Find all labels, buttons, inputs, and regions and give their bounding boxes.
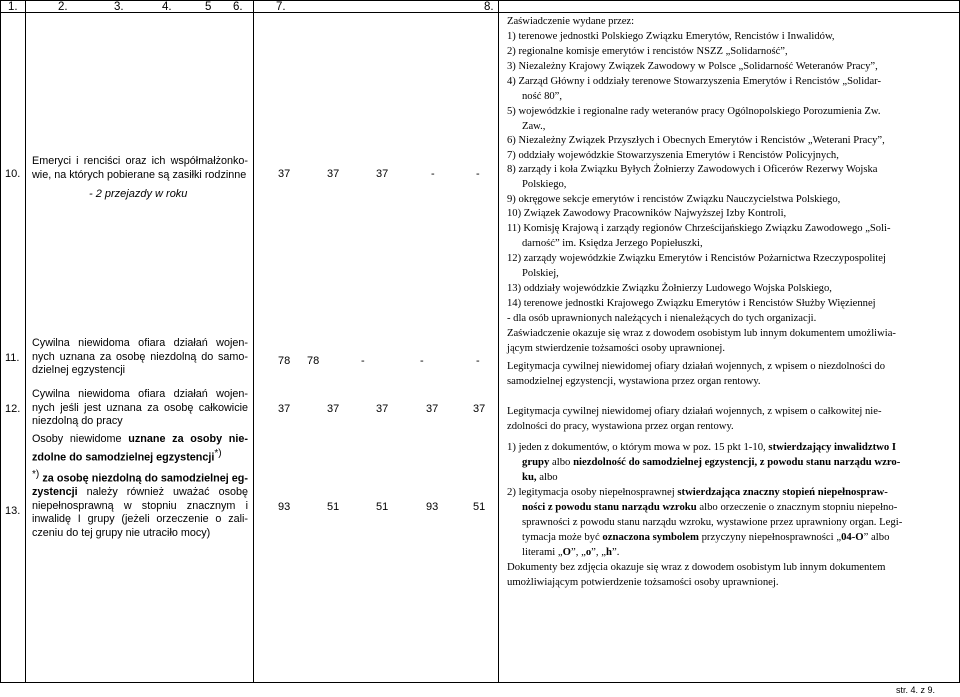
col-border-left xyxy=(0,0,1,683)
row-12-description: Cywilna niewidoma ofiara działań wojen- nych jeśli jest uznana za osobę całkowicie niezdolną do pracy xyxy=(32,388,248,427)
row-13-description: Osoby niewidome uznane za osoby nie- zdolne do samodzielnej egzystencji*) xyxy=(32,433,248,464)
row-10-number: 10. xyxy=(5,168,21,180)
row-13-footnote: *) za osobę niezdolną do samodzielnej eg- zystencji należy również uważać osobę niepełnosprawną w stopniu znacznym i inwalidę I grupy (jeżeli orzeczenie o zali- czeniu do tej grupy nie utraciło mocy) xyxy=(32,469,248,539)
row-11-number: 11. xyxy=(5,352,20,364)
row-12-number: 12. xyxy=(5,403,21,415)
row-10-trips-note: - 2 przejazdy w roku xyxy=(89,188,188,200)
col-border-7 xyxy=(498,0,499,683)
document-page: 1. 2. 3. 4. 5 6. 7. 8. 10. Emeryci i renciści oraz ich współmałżonko- wie, na których pobierane są zasiłki rodzinne - 2 przejazdy w roku 37 37 37 - - 11. Cywilna niewidoma ofiara działań wojen- nych uznana za osobę niezdolną do samo- dzielnej egzystencji 78 78 - - - 12. Cywilna niewidoma ofiara działań wojen- nych jeśli jest uznana za osobę całkowicie niezdolną do pracy 37 37 37 37 37 13. Osoby niewidome uznane za osoby nie- zdolne do samodzielnej egzystencji*) *) za osobę niezdolną do samodzielnej eg- zystencji należy również uważać osobę niepełnosprawną w stopniu znacznym i inwalidę I grupy (jeżeli orzeczenie o zali- czeniu do tej grupy nie utraciło mocy) 93 51 51 93 51 Zaświadczenie wydane przez: 1) terenowe jednostki Polskiego Związku Emerytów, Rencistów i Inwalidów, 2) regionalne komisje emerytów i rencistów NSZZ „Solidarność”, 3) Niezależny Krajowy Związek Zawodowy w Polsce „Solidarność Weteranów Pracy”, 4) Zarząd Główny i oddziały terenowe Stowarzyszenia Emerytów i Rencistów „Solidar- ność 80”, 5) wojewódzkie i regionalne rady weteranów pracy Ogólnopolskiego Porozumienia Zw. Zaw., 6) Niezależny Związek Przyszłych i Obecnych Emerytów i Rencistów „Weterani Pracy”, 7) oddziały wojewódzkie Stowarzyszenia Emerytów i Rencistów Policyjnych, 8) zarządy i koła Związku Byłych Żołnierzy Zawodowych i Oficerów Rezerwy Wojska Polskiego, 9) okręgowe sekcje emerytów i rencistów Związku Nauczycielstwa Polskiego, 10) Związek Zawodowy Pracowników Najwyższej Izby Kontroli, 11) Komisję Krajową i zarządy regionów Chrześcijańskiego Związku Zawodowego „Soli- darność” im. Księdza Jerzego Popiełuszki, 12) zarządy wojewódzkie Związku Emerytów i Rencistów Pożarnictwa Rzeczypospolitej Polskiej, 13) oddziały wojewódzkie Związku Żołnierzy Ludowego Wojska Polskiego, 14) terenowe jednostki Krajowego Związku Emerytów i Rencistów Służby Więziennej - dla osób uprawnionych należących i nienależących do tych organizacji. Zaświadczenie okazuje się wraz z dowodem osobistym lub innym dokumentem umożliwia- jącym stwierdzenie tożsamości osoby uprawnionej. Legitymacja cywilnej niewidomej ofiary działań wojennych, z wpisem o niezdolności do samodzielnej egzystencji, wystawiona przez organ rentowy. Legitymacja cywilnej niewidomej ofiary działań wojennych, z wpisem o całkowitej nie- zdolności do pracy, wystawiona przez organ rentowy. 1) jeden z dokumentów, o którym mowa w poz. 15 pkt 1-10, stwierdzający inwalidztwo I grupy albo niezdolność do samodzielnej egzystencji, z powodu stanu narządu wzro- ku, albo 2) legitymacja osoby niepełnosprawnej stwierdzająca znaczny stopień niepełnospraw- ności z powodu stanu narządu wzroku albo orzeczenie o znacznym stopniu niepełno- sprawności z powodu stanu narządu wzroku, wystawione przez uprawniony organ. Legi- tymacja może być oznaczona symbolem przyczyny niepełnosprawności „04-O” albo literami „O”, „o”, „h”. Dokumenty bez zdjęcia okazuje się wraz z dowodem osobistym lub innym dokumentem umożliwiającym potwierdzenie tożsamości osoby uprawnionej. str. 4. z 9. xyxy=(0,0,960,697)
col-border-1 xyxy=(25,0,26,683)
header-col-8: 8. xyxy=(484,1,494,13)
header-col-4: 4. xyxy=(162,1,172,13)
header-col-6: 6. xyxy=(233,1,243,13)
header-col-7: 7. xyxy=(276,1,286,13)
header-bottom-rule xyxy=(0,12,960,13)
row-13-number: 13. xyxy=(5,505,21,517)
header-col-3: 3. xyxy=(114,1,124,13)
row-10-description: Emeryci i renciści oraz ich współmałżonko- wie, na których pobierane są zasiłki rodzinne xyxy=(32,155,248,181)
header-col-1: 1. xyxy=(8,1,18,13)
col-border-2 xyxy=(253,0,254,683)
row-11-description: Cywilna niewidoma ofiara działań wojen- nych uznana za osobę niezdolną do samo- dzielnej egzystencji xyxy=(32,337,248,376)
header-col-2: 2. xyxy=(58,1,68,13)
header-top-rule xyxy=(0,0,960,1)
page-number: str. 4. z 9. xyxy=(896,685,936,695)
header-col-5: 5 xyxy=(205,1,212,13)
table-bottom-rule xyxy=(0,682,960,683)
